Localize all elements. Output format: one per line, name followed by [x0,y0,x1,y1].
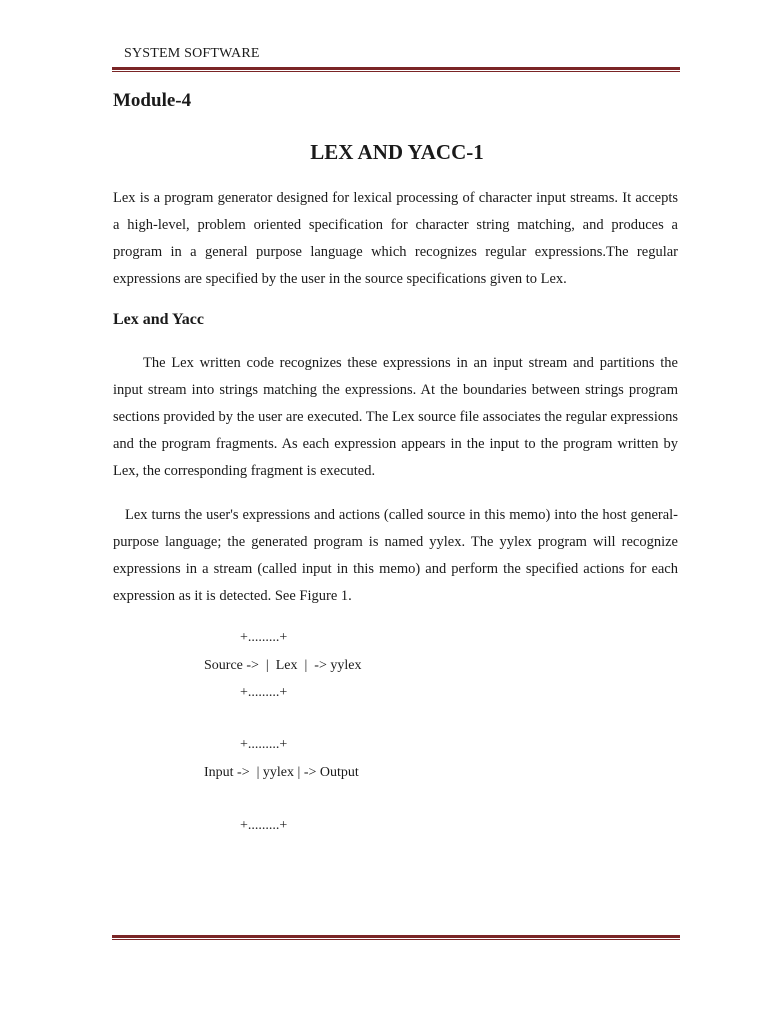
section-heading: Lex and Yacc [113,311,204,328]
intro-paragraph: Lex is a program generator designed for lexical processing of character input streams. It accepts a high-level, problem oriented specification for character string matching, and produces a program in a general purpose language which recognizes regular expressions.The regular expressions are specified by the user in the source specifications given to Lex. [113,190,678,287]
running-header: SYSTEM SOFTWARE [124,46,260,61]
figure-flow-row: Input -> | yylex | -> Output [204,765,359,780]
body-paragraph: The Lex written code recognizes these expressions in an input stream and partitions the input stream into strings matching the expressions. At the boundaries between strings program sections provided by the user are executed. The Lex source file associates the regular expressions and the program fragments. As each expression appears in the input to the program written by Lex, the corresponding fragment is executed. [113,355,678,479]
figure-border-line: +.........+ [240,737,288,752]
footer-divider [112,935,680,940]
figure-flow-row: Source -> | Lex | -> yylex [204,658,362,673]
figure-border-line: +.........+ [240,630,288,645]
figure-border-line: +.........+ [240,685,288,700]
body-paragraph: Lex turns the user's expressions and actions (called source in this memo) into the host general-purpose language; the generated program is named yylex. The yylex program will recognize expressions in a stream (called input in this memo) and perform the specified actions for each expression as it is detected. See Figure 1. [113,507,678,604]
figure-border-line: +.........+ [240,818,288,833]
module-title: Module-4 [113,90,192,111]
document-title: LEX AND YACC-1 [310,140,484,164]
header-divider [112,67,680,72]
